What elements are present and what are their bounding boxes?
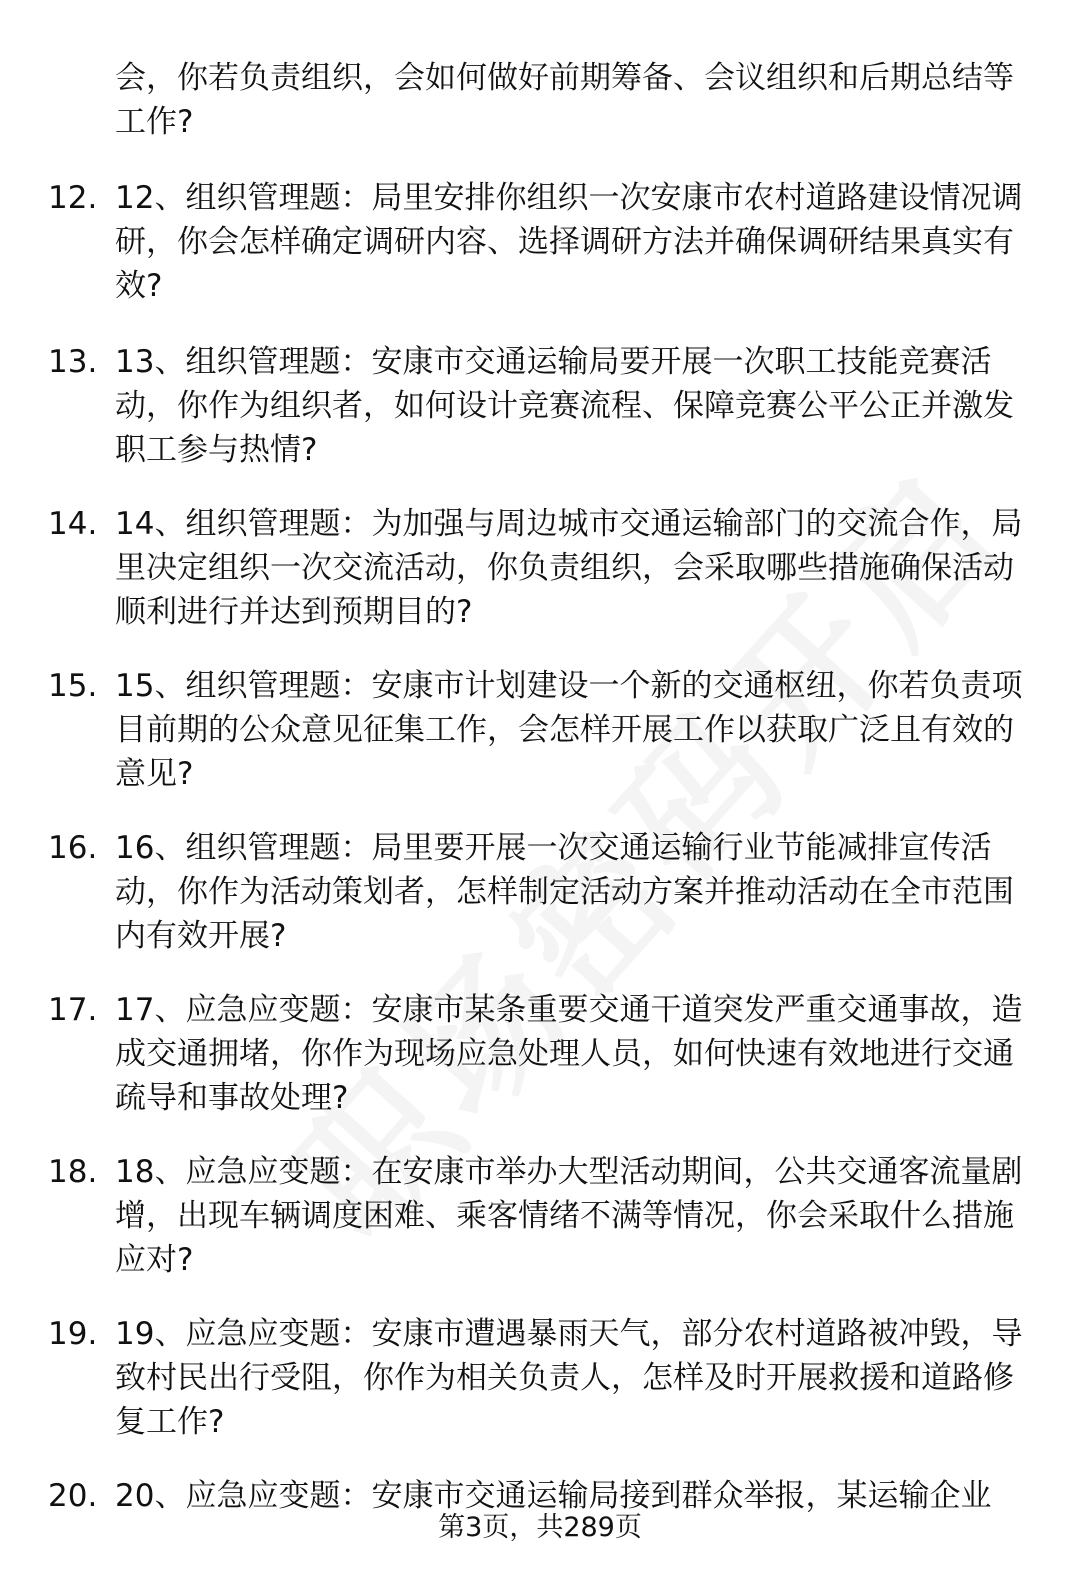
- continuation-text: 会，你若负责组织，会如何做好前期筹备、会议组织和后期总结等工作?: [115, 60, 1014, 140]
- item-number: 20.: [48, 1478, 98, 1514]
- item-text: 20、应急应变题：安康市交通运输局接到群众举报，某运输企业: [115, 1478, 992, 1514]
- item-number: 13.: [48, 344, 98, 380]
- item-text: 12、组织管理题：局里安排你组织一次安康市农村道路建设情况调研，你会怎样确定调研内容、选择调研方法并确保调研结果真实有效?: [115, 180, 1023, 304]
- item-text: 17、应急应变题：安康市某条重要交通干道突发严重交通事故，造成交通拥堵，你作为现场应急处理人员，如何快速有效地进行交通疏导和事故处理?: [115, 992, 1023, 1116]
- item-text: 19、应急应变题：安康市遭遇暴雨天气，部分农村道路被冲毁，导致村民出行受阻，你作为相关负责人，怎样及时开展救援和道路修复工作?: [115, 1316, 1023, 1440]
- item-number: 18.: [48, 1154, 98, 1190]
- item-number: 15.: [48, 668, 98, 704]
- item-number: 19.: [48, 1316, 98, 1352]
- item-text: 14、组织管理题：为加强与周边城市交通运输部门的交流合作，局里决定组织一次交流活动，你负责组织，会采取哪些措施确保活动顺利进行并达到预期目的?: [115, 506, 1023, 630]
- item-number: 17.: [48, 992, 98, 1028]
- item-text: 15、组织管理题：安康市计划建设一个新的交通枢纽，你若负责项目前期的公众意见征集工作，会怎样开展工作以获取广泛且有效的意见?: [115, 668, 1023, 792]
- item-number: 14.: [48, 506, 98, 542]
- page-footer: 第3页，共289页: [438, 1512, 642, 1543]
- item-text: 18、应急应变题：在安康市举办大型活动期间，公共交通客流量剧增，出现车辆调度困难、乘客情绪不满等情况，你会采取什么措施应对?: [115, 1154, 1023, 1278]
- item-number: 12.: [48, 180, 98, 216]
- item-text: 16、组织管理题：局里要开展一次交通运输行业节能减排宣传活动，你作为活动策划者，怎样制定活动方案并推动活动在全市范围内有效开展?: [115, 830, 1014, 954]
- item-number: 16.: [48, 830, 98, 866]
- item-text: 13、组织管理题：安康市交通运输局要开展一次职工技能竞赛活动，你作为组织者，如何设计竞赛流程、保障竞赛公平公正并激发职工参与热情?: [115, 344, 1014, 468]
